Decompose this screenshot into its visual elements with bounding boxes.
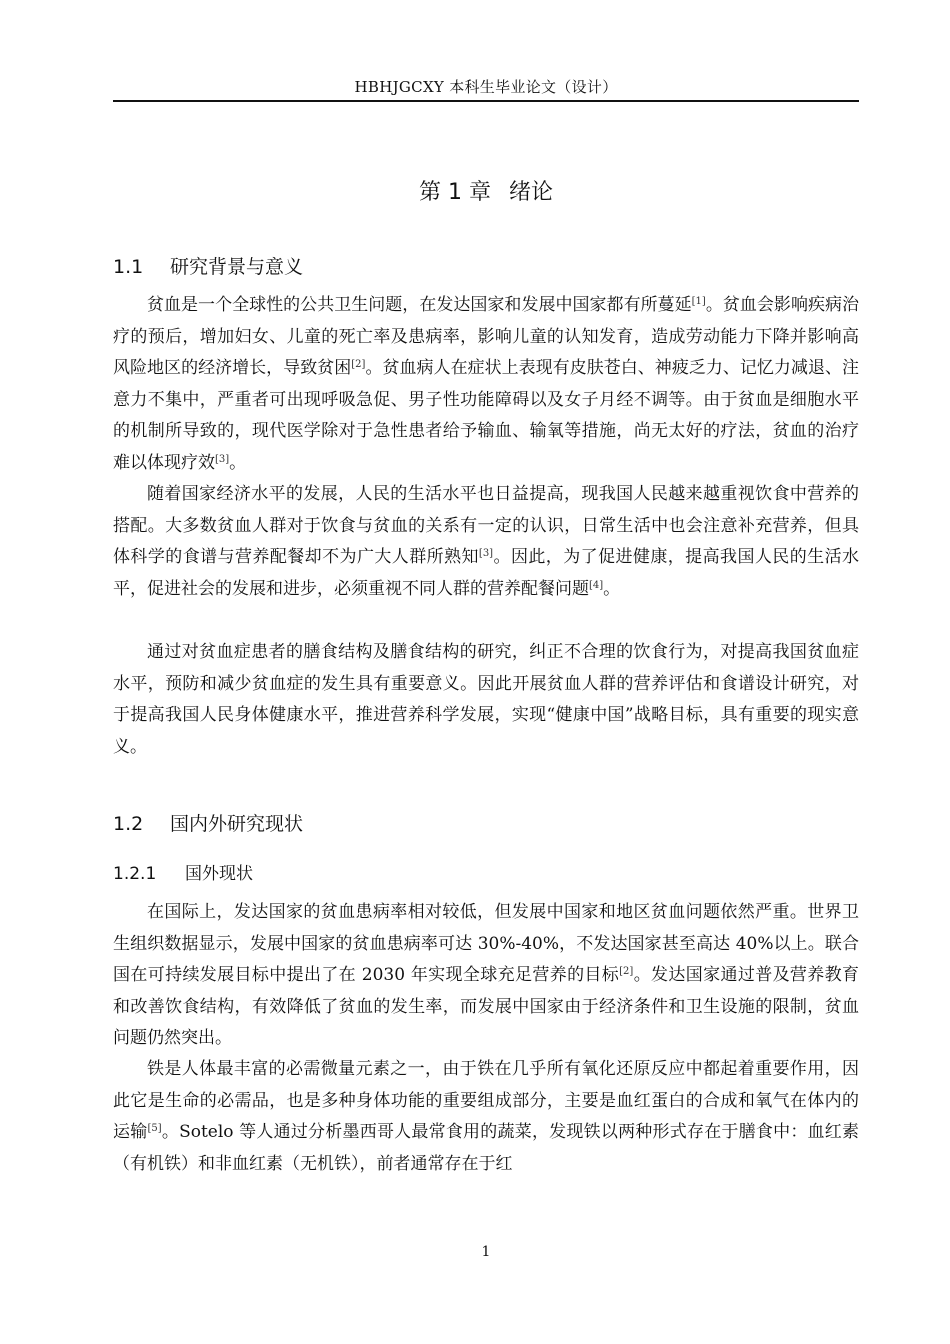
section-heading-1-2	[113, 811, 303, 837]
citation: [2]	[619, 966, 634, 977]
paragraph-text: 。	[603, 578, 621, 599]
subsection-number: 1.2.1	[113, 864, 157, 884]
paragraph-text: 随着国家经济水平的发展，人民的生活水平也日益提高，现我国人民越来越重视饮食中营养的搭配。大多数贫血人群对于饮食与贫血的关系有一定的认识，日常生活中也会注意补充营养，但具体科学的食谱与营养配餐却不为广大人群所熟知	[113, 484, 859, 567]
paragraph-text: 。贫血病人在症状上表现有皮肤苍白、神疲乏力、记忆力减退、注意力不集中，严重者可出现呼吸急促、男子性功能障碍以及女子月经不调等。由于贫血是细胞水平的机制所导致的，现代医学除对于急性患者给予输血、输氧等措施，尚无太好的疗法，贫血的治疗难以体现疗效	[113, 358, 860, 473]
paragraph-background-1	[113, 290, 859, 479]
paragraph-text: 贫血是一个全球性的公共卫生问题，在发达国家和发展中国家都有所蔓延	[147, 295, 692, 315]
subsection-heading-1-2-1	[113, 862, 253, 886]
header-divider	[113, 100, 859, 102]
section-number: 1.1	[113, 256, 144, 278]
paragraph-text: 铁是人体最丰富的必需微量元素之一，由于铁在几乎所有氧化还原反应中都起着重要作用，因此它是生命的必需品，也是多种身体功能的重要组成部分，主要是血红蛋白的合成和氧气在体内的运输	[113, 1059, 859, 1142]
paragraph-text: 通过对贫血症患者的膳食结构及膳食结构的研究，纠正不合理的饮食行为，对提高我国贫血症水平，预防和减少贫血症的发生具有重要意义。因此开展贫血人群的营养评估和食谱设计研究，对于提高我国人民身体健康水平，推进营养科学发展，实现“健康中国”战略目标，具有重要的现实意义。	[113, 642, 859, 757]
paragraph-text: 。	[229, 452, 247, 473]
paragraph-text: 在国际上，发达国家的贫血患病率相对较低，但发展中国家和地区贫血问题依然严重。世界卫生组织数据显示，发展中国家的贫血患病率可达 30%-40%，不发达国家甚至高达 40%以上。联合国在可持续发展目标中提出了在 2030 年实现全球充足营养的目标	[113, 902, 859, 985]
paragraph-foreign-2	[113, 1054, 859, 1180]
paragraph-foreign-1	[113, 897, 859, 1055]
chapter-number: 第 1 章	[419, 180, 491, 205]
paragraph-text: 。因此，为了促进健康，提高我国人民的生活水平，促进社会的发展和进步，必须重视不同人群的营养配餐问题	[113, 547, 860, 599]
citation: [4]	[589, 579, 604, 591]
section-title: 研究背景与意义	[170, 256, 304, 278]
citation: [3]	[478, 548, 494, 559]
section-number: 1.2	[113, 813, 144, 835]
page-header: HBHJGCXY 本科生毕业论文（设计）	[354, 78, 618, 96]
chapter-name: 绪论	[508, 180, 553, 205]
citation: [2]	[351, 359, 366, 370]
subsection-title: 国外现状	[185, 864, 253, 884]
citation: [5]	[147, 1123, 162, 1134]
chapter-title	[113, 178, 859, 208]
page-number: 1	[481, 1244, 491, 1260]
paragraph-text: 。Sotelo 等人通过分析墨西哥人最常食用的蔬菜，发现铁以两种形式存在于膳食中：血红素（有机铁）和非血红素（无机铁），前者通常存在于红	[113, 1122, 859, 1174]
section-title: 国内外研究现状	[170, 813, 304, 835]
citation: [1]	[691, 296, 706, 307]
citation: [3]	[215, 453, 230, 465]
section-heading-1-1	[113, 254, 303, 280]
paragraph-text: 。贫血会影响疾病治疗的预后，增加妇女、儿童的死亡率及患病率，影响儿童的认知发育，造成劳动能力下降并影响高风险地区的经济增长，导致贫困	[113, 295, 860, 378]
paragraph-background-3	[113, 637, 859, 763]
paragraph-text: 。发达国家通过普及营养教育和改善饮食结构，有效降低了贫血的发生率，而发展中国家由于经济条件和卫生设施的限制，贫血问题仍然突出。	[113, 965, 860, 1048]
paragraph-background-2	[113, 479, 859, 605]
